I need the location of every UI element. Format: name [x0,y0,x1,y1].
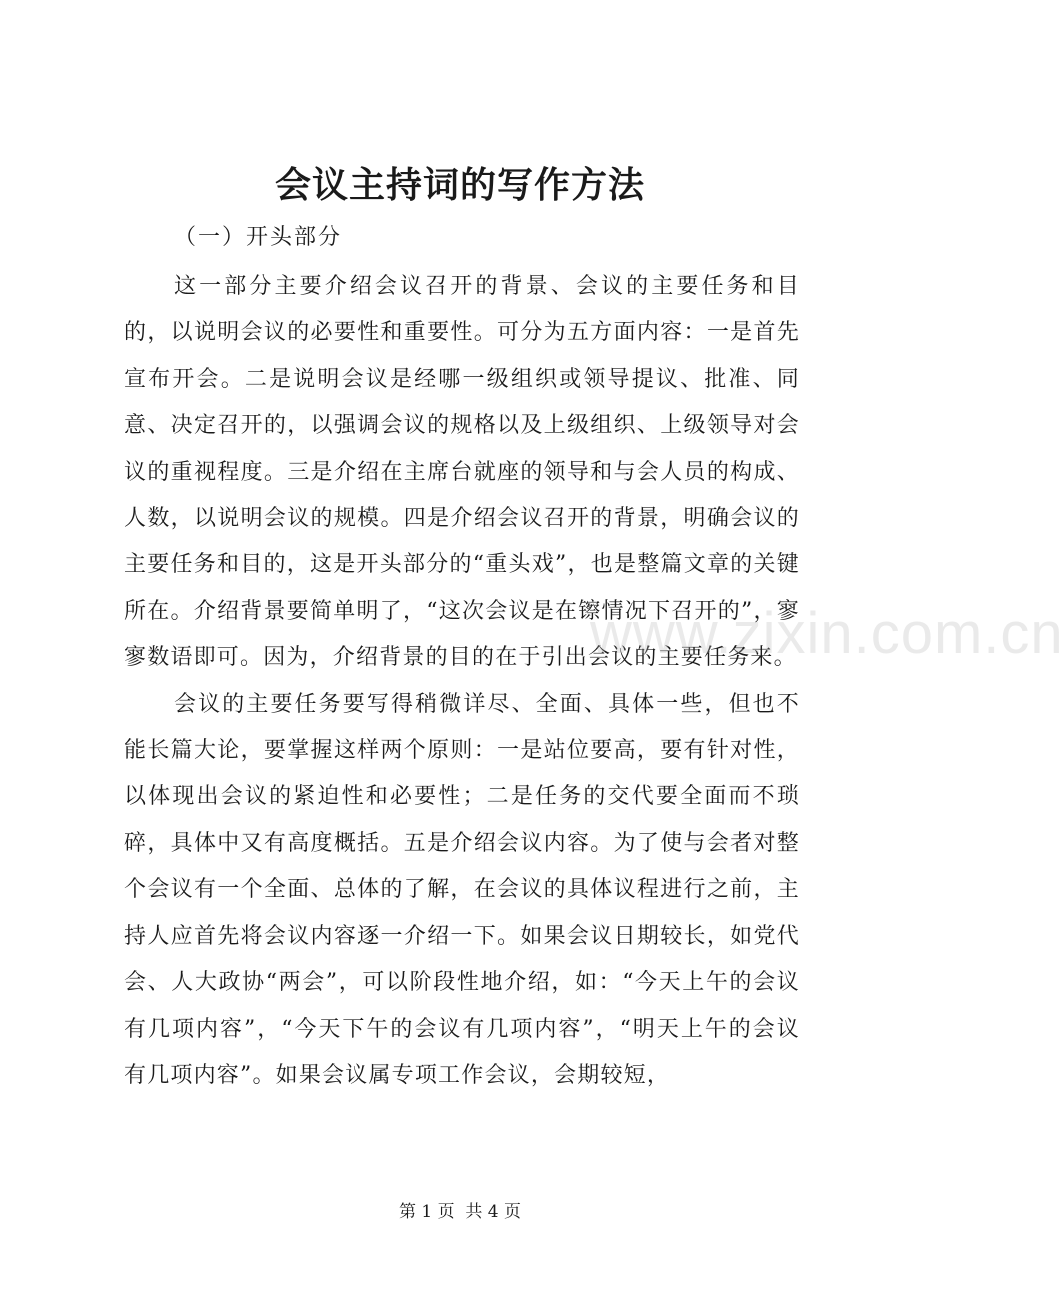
paragraph: 这一部分主要介绍会议召开的背景、会议的主要任务和目的，以说明会议的必要性和重要性。可分为五方面内容：一是首先宣布开会。二是说明会议是经哪一级组织或领导提议、批准、同意、决定召开的，以强调会议的规格以及上级组织、上级领导对会议的重视程度。三是介绍在主席台就座的领导和与会人员的构成、人数，以说明会议的规模。四是介绍会议召开的背景，明确会议的主要任务和目的，这是开头部分的“重头戏”，也是整篇文章的关键所在。介绍背景要简单明了，“这次会议是在镲情况下召开的”，寥寥数语即可。因为，介绍背景的目的在于引出会议的主要任务来。 [124,274,800,671]
page-footer [0,1198,920,1226]
watermark: www.zixin.com.cn [590,601,1064,666]
page-indicator: 第 1 页 共 4 页 [398,1202,522,1222]
paragraph: 会议的主要任务要写得稍微详尽、全面、具体一些，但也不能长篇大论，要掌握这样两个原则：一是站位要高，要有针对性，以体现出会议的紧迫性和必要性；二是任务的交代要全面而不琐碎，具体中又有高度概括。五是介绍会议内容。为了使与会者对整个会议有一个全面、总体的了解，在会议的具体议程进行之前，主持人应首先将会议内容逐一介绍一下。如果会议日期较长，如党代会、人大政协“两会”，可以阶段性地介绍，如：“今天上午的会议有几项内容”，“今天下午的会议有几项内容”，“明天上午的会议有几项内容”。如果会议属专项工作会议，会期较短， [124,691,800,1088]
document-body [124,216,800,1099]
document-title: 会议主持词的写作方法 [274,164,645,206]
section-heading: （一）开头部分 [174,225,343,250]
